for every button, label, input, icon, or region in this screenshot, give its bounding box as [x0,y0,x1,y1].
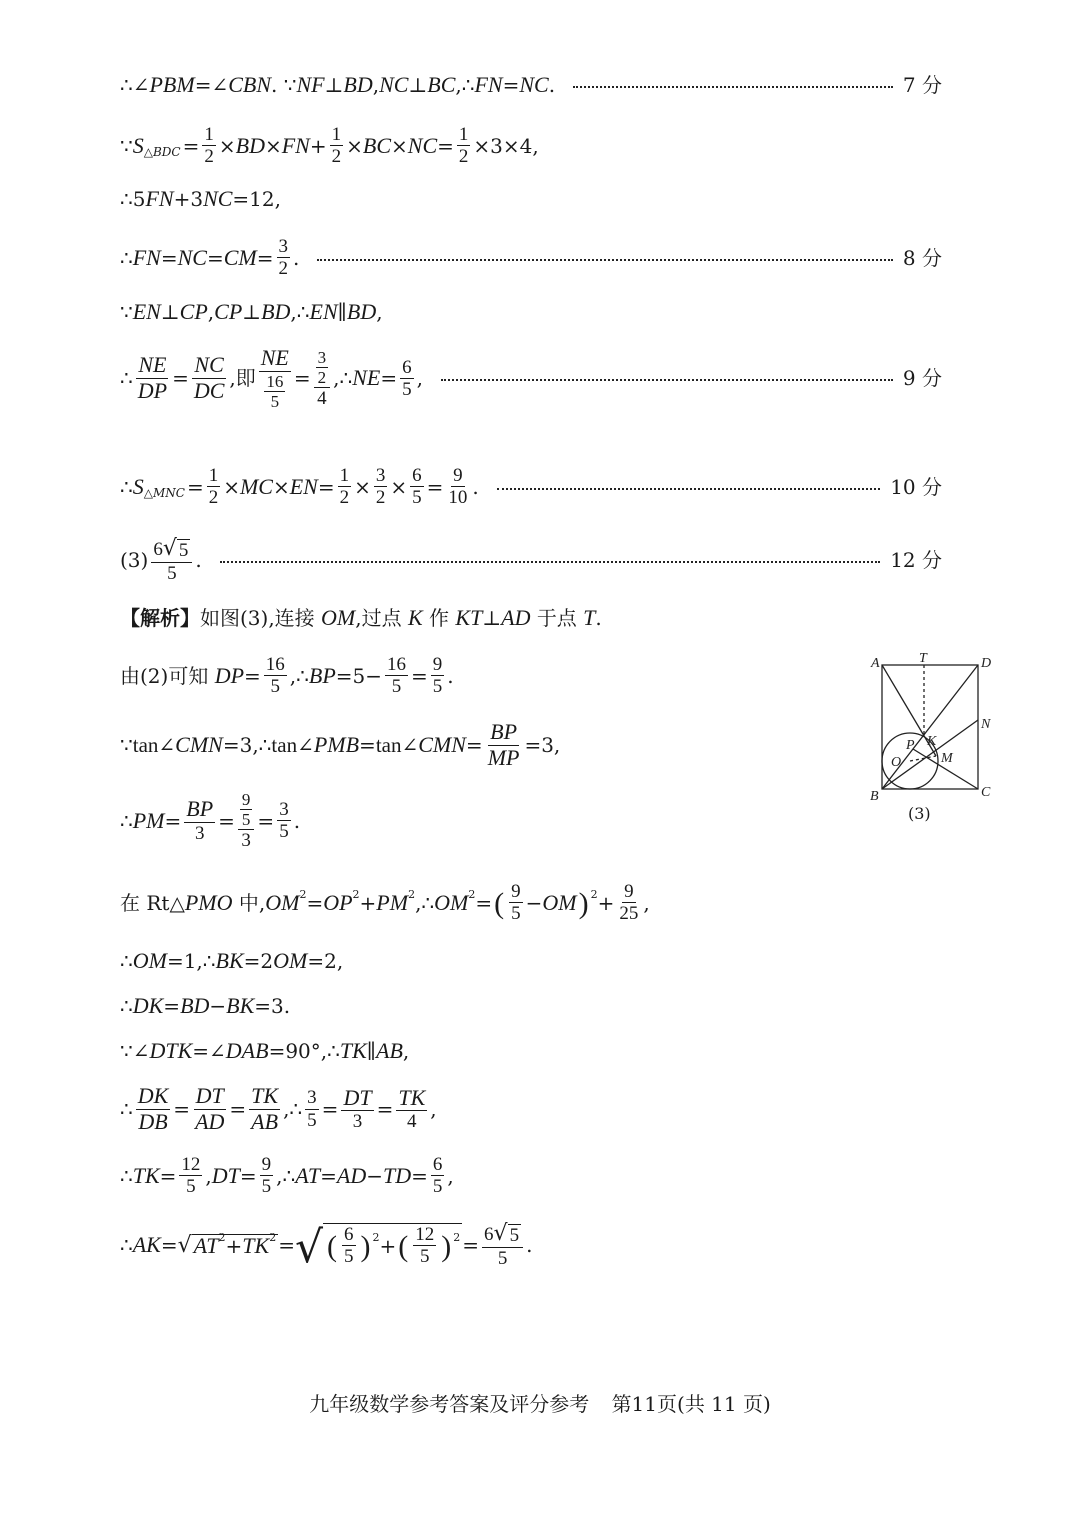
solution-line-11: ∵ tan ∠ CMN =3,∴ tan ∠ PMB = tan ∠ CMN = $\frac{BP}{MP}$ =3, [120,719,561,770]
score-label: 9 分 [902,366,942,391]
solution-line-14: ∴ OM =1,∴ BK =2 OM =2, [120,948,344,973]
heading-guo: ,过点 [355,606,402,630]
score-label: 7 分 [902,73,942,97]
ji-word: 即 [235,366,256,391]
solution-line-13: 在 Rt△ PMO 中, OM $^2$ = OP $^2$ + PM $^2$ ,∴ OM $^2$ = ( $\frac{9}{5}$ − OM ) $^2$ + $\frac{9}{25}$ , [120,881,650,925]
figure-caption: (3) [908,804,931,823]
solution-line-10: 由(2)可知 DP = $\frac{16}{5}$ ,∴ BP =5− $\frac{16}{5}$ = $\frac{9}{5}$ . [120,654,454,698]
solution-line-4: ∴ FN = NC = CM = $\frac{3}{2}$ . 8 分 [120,236,942,280]
label-d: D [981,656,992,671]
solution-line-17: ∴ $\frac{DK}{DB}$ = $\frac{DT}{AD}$ = $\frac{TK}{AB}$ ,∴ $\frac{3}{5}$ = $\frac{DT}{3}$ = $\frac{TK}{4}$ , [120,1083,437,1134]
label-m: M [941,751,953,766]
leader-dots [317,259,893,261]
page-footer [0,1388,1080,1417]
part3-label: (3) [120,548,149,573]
heading-text: 如图(3),连接 [200,606,315,630]
footer-title: 九年级数学参考答案及评分参考 [309,1392,590,1416]
solution-line-7: ∴ S $_{\triangle MNC}$ = $\frac{1}{2}$ × MC × EN = $\frac{1}{2}$ × $\frac{3}{2}$ × $\frac{6}{5}$ = $\frac{9}{10}$ . 10 分 [120,465,942,509]
solution-line-6: ∴ $\frac{NE}{DP}$ = $\frac{NC}{DC}$ , 即 $\frac{NE}{\frac{16}{5}}$ = $\frac{\frac{3}{2}}{4}$ ,∴ NE = $\frac{6}{5}$ , 9 分 [120,345,942,411]
label-b: B [870,789,879,804]
solution-line-16: ∵∠ DTK =∠ DAB =90°,∴ TK ∥ AB , [120,1038,410,1063]
solution-line-2: ∵ S $_{\triangle BDC}$ = $\frac{1}{2}$ × BD × FN + $\frac{1}{2}$ × BC × NC = $\frac{1}{2}$ ×3×4, [120,124,539,168]
heading-zuo: 作 [429,606,450,630]
leader-dots [441,379,893,381]
geometry-diagram [864,648,1004,808]
label-a: A [871,656,880,671]
analysis-heading: 【解析】 如图(3),连接 OM ,过点 K 作 KT ⊥ AD 于点 T . [120,605,602,630]
footer-page: 第11页(共 11 页) [611,1392,771,1416]
leader-dots [573,86,893,88]
zhong-text: 中, [238,890,266,915]
label-c: C [981,785,991,800]
score-label: 8 分 [902,245,942,270]
zai-rt-text: 在 Rt△ [120,890,185,915]
solution-line-8: (3) 6 √ 5 5 . 12 分 [120,536,942,584]
solution-line-3: ∴5 FN +3 NC =12, [120,186,281,211]
analysis-bracket: 【解析】 [120,606,200,630]
label-n: N [981,717,991,732]
solution-line-1: ∴∠ PBM =∠ CBN . ∵ NF ⊥ BD , NC ⊥ BC ,∴ FN = NC . 7 分 [120,72,942,97]
leader-dots [497,488,880,490]
label-p: P [906,738,915,753]
geometry-figure [864,648,1004,828]
score-label: 10 分 [890,474,942,499]
score-label: 12 分 [890,548,942,573]
solution-line-19: ∴ AK = √ AT $^2$ + TK $^2$ = √ ( $\frac{6}{5}$ ) $^2$ + ( $\frac{12}{5}$ ) $^2$ = 6 √ 5 5 . [120,1221,533,1274]
solution-line-5: ∵ EN ⊥ CP , CP ⊥ BD ,∴ EN ∥ BD , [120,299,383,324]
label-o: O [891,755,902,770]
heading-yu: 于点 [536,606,577,630]
label-t: T [919,651,927,666]
label-k: K [927,734,937,749]
solution-line-15: ∴ DK = BD − BK =3. [120,993,291,1018]
you2-text: 由(2)可知 [120,663,209,688]
solution-line-18: ∴ TK = $\frac{12}{5}$ , DT = $\frac{9}{5}$ ,∴ AT = AD − TD = $\frac{6}{5}$ , [120,1154,454,1198]
solution-line-12: ∴ PM = $\frac{BP}{3}$ = $\frac{\frac{9}{5}}{3}$ = $\frac{3}{5}$ . [120,790,301,852]
leader-dots [220,561,880,563]
